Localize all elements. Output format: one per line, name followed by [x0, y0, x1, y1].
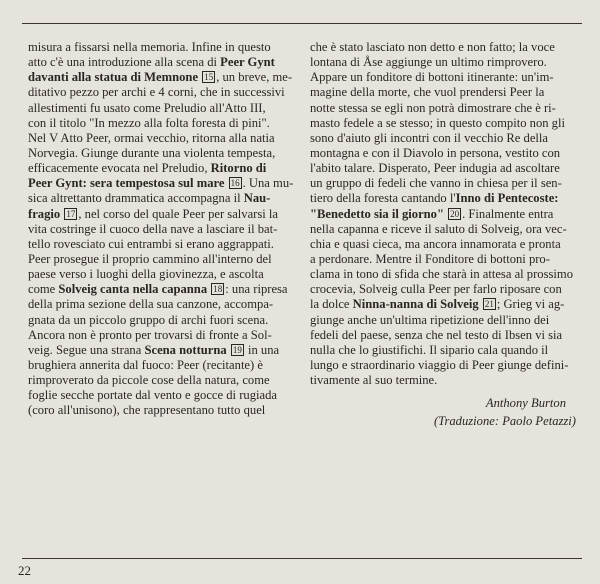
- text-line: [28, 161, 296, 176]
- track-number-box: 19: [232, 344, 242, 355]
- body-text: brughiera annerita dal fuoco: Peer (recitante) è: [28, 357, 263, 372]
- text-line: [310, 131, 582, 146]
- body-text: con il titolo "In mezzo alla folta foresta di pini".: [28, 115, 270, 130]
- body-text: , nel corso del quale Peer per salvarsi la: [78, 206, 279, 221]
- body-text: clama in tono di sfida che starà in attesa al prossimo: [310, 267, 573, 282]
- text-line: [28, 373, 296, 388]
- translation-credit: (Traduzione: Paolo Petazzi): [433, 414, 576, 429]
- text-line: [310, 313, 582, 328]
- body-text: fedeli del paese, senza che nel testo di Ibsen vi sia: [310, 327, 563, 342]
- page-number: 22: [18, 563, 31, 578]
- text-line: [310, 176, 582, 191]
- body-text: . Una mu-: [242, 176, 294, 191]
- body-text: (coro all'unisono), che rappresentano tutto quel: [28, 403, 266, 418]
- body-text: efficacemente evocata nel Preludio,: [28, 161, 211, 176]
- track-number-box: 18: [213, 284, 223, 295]
- body-text: [198, 70, 201, 84]
- text-line: [310, 222, 582, 237]
- body-text: [207, 282, 210, 296]
- author-signature: Anthony Burton: [485, 396, 566, 411]
- body-text: crocevia, Solveig culla Peer per farlo riposare con: [310, 282, 562, 297]
- body-text: [479, 297, 482, 311]
- body-text: l'abito talare. Disperato, Peer indugia ad ascoltare: [310, 161, 560, 176]
- text-line: [310, 297, 582, 312]
- body-text: lungo e straordinario viaggio di Peer giunge defini-: [310, 357, 569, 372]
- bold-title-text: Solveig canta nella capanna: [58, 282, 208, 297]
- text-line: [310, 267, 582, 282]
- track-number-box: 21: [484, 299, 494, 310]
- body-text: della prima sezione della sua canzone, accompa-: [28, 297, 274, 312]
- body-text: atto c'è una introduzione alla scena di: [28, 55, 221, 70]
- body-text: tiero della foresta cantando l': [310, 191, 456, 206]
- right-text-column: [310, 40, 582, 430]
- body-text: : una ripresa: [225, 282, 288, 297]
- text-line: [28, 40, 296, 55]
- bold-title-text: "Benedetto sia il giorno": [310, 206, 444, 221]
- bold-title-text: Peer Gynt: [220, 55, 275, 70]
- bold-title-text: Ritorno di: [210, 161, 267, 176]
- body-text: lontana di Åse aggiunge un ultimo rimprovero.: [310, 55, 547, 70]
- body-text: un gruppo di fedeli che vanno in chiesa per il sen-: [310, 176, 562, 191]
- text-line: [310, 40, 582, 55]
- body-text: che è stato lasciato non detto e non fatto; la voce: [310, 40, 555, 54]
- body-text: rimproverato da piccole cose della natura, come: [28, 373, 270, 388]
- body-text: veig. Segue una strana: [28, 342, 145, 357]
- text-line: [28, 101, 296, 116]
- text-line: [28, 237, 296, 252]
- text-line: [28, 207, 296, 222]
- body-text: magine della morte, che vuol prendersi Peer la: [310, 85, 545, 100]
- bold-title-text: Scena notturna: [144, 342, 227, 357]
- bold-title-text: Peer Gynt: sera tempestosa sul mare: [28, 176, 225, 191]
- text-line: [28, 191, 296, 206]
- body-text: [60, 207, 63, 221]
- body-text: paese verso i luoghi della giovinezza, e ascolta: [28, 267, 264, 282]
- body-text: Peer prosegue il proprio cammino all'interno del: [28, 251, 272, 266]
- text-line: [310, 207, 582, 222]
- track-number-box: 16: [230, 178, 240, 189]
- text-line: [28, 222, 296, 237]
- text-line: [310, 282, 582, 297]
- body-text: notte stessa se egli non potrà dimostrare che è ri-: [310, 100, 556, 115]
- body-text: vita costringe il cuoco della nave a lasciare il bat-: [28, 221, 278, 236]
- text-line: [28, 146, 296, 161]
- left-text-column: [28, 40, 296, 419]
- text-line: [28, 267, 296, 282]
- text-line: [28, 176, 296, 191]
- text-line: [28, 55, 296, 70]
- body-text: ; Grieg vi ag-: [496, 297, 565, 312]
- text-line: [28, 282, 296, 297]
- track-number-box: 20: [450, 208, 460, 219]
- right-paragraph: [310, 40, 582, 388]
- text-line: [310, 146, 582, 161]
- text-line: [310, 101, 582, 116]
- text-line: [310, 373, 582, 388]
- body-text: tello rovesciato cui entrambi si erano aggrappati.: [28, 236, 274, 251]
- body-text: foglie secche portate dal vento e gocce di rugiada: [28, 388, 277, 403]
- text-line: [28, 116, 296, 131]
- body-text: giunge anche un'ultima ripetizione dell'inno dei: [310, 312, 550, 327]
- body-text: tivamente al suo termine.: [310, 373, 438, 388]
- text-line: [28, 85, 296, 100]
- body-text: in una: [244, 342, 280, 357]
- bold-title-text: fragio: [28, 206, 61, 221]
- body-text: nella capanna e riceve il saluto di Solveig, ora vec-: [310, 221, 567, 236]
- bold-title-text: Inno di Pentecoste:: [455, 191, 559, 206]
- text-line: [28, 328, 296, 343]
- body-text: , un breve, me-: [216, 70, 293, 85]
- body-text: allestimenti fu usato come Preludio all'Atto III,: [28, 100, 266, 115]
- body-text: sica altrettanto drammatica accompagna il: [28, 191, 244, 206]
- body-text: Ancora non è pronto per trovarsi di fronte a Sol-: [28, 327, 272, 342]
- text-line: [310, 70, 582, 85]
- body-text: Appare un fonditore di bottoni itinerante: un'im-: [310, 70, 554, 85]
- body-text: nulla che lo giustifichi. Il sipario cala quando il: [310, 342, 549, 357]
- text-line: [28, 131, 296, 146]
- top-rule: [22, 23, 582, 24]
- body-text: sono d'aiuto gli incontri con il vecchio Re della: [310, 130, 548, 145]
- text-line: [310, 116, 582, 131]
- body-text: la dolce: [310, 297, 353, 312]
- body-text: masto fedele a se stesso; in questo compito non gli: [310, 115, 565, 130]
- bold-title-text: Ninna-nanna di Solveig: [352, 297, 479, 312]
- text-line: [28, 252, 296, 267]
- track-number-box: 15: [204, 72, 214, 83]
- body-text: ditativo pezzo per archi e 4 corni, che in successivi: [28, 85, 285, 100]
- track-number-box: 17: [66, 208, 76, 219]
- text-line: [310, 55, 582, 70]
- text-line: [310, 237, 582, 252]
- body-text: a perdonare. Mentre il Fonditore di bottoni pro-: [310, 251, 550, 266]
- body-text: gnata da un piccolo gruppo di archi fuori scena.: [28, 312, 269, 327]
- body-text: Nel V Atto Peer, ormai vecchio, ritorna alla natia: [28, 130, 275, 145]
- text-line: [28, 358, 296, 373]
- text-line: [310, 328, 582, 343]
- text-line: [310, 358, 582, 373]
- text-line: [28, 343, 296, 358]
- text-line: [28, 70, 296, 85]
- text-line: [28, 297, 296, 312]
- bold-title-text: davanti alla statua di Memnone: [28, 70, 199, 85]
- text-line: [310, 161, 582, 176]
- text-line: [310, 85, 582, 100]
- body-text: [227, 343, 230, 357]
- body-text: [224, 176, 227, 190]
- text-line: [310, 252, 582, 267]
- bottom-rule: [22, 558, 582, 559]
- bold-title-text: Nau-: [243, 191, 271, 206]
- body-text: misura a fissarsi nella memoria. Infine in questo: [28, 40, 271, 54]
- body-text: montagna e con il Diavolo in persona, vestito con: [310, 145, 561, 160]
- text-line: [28, 388, 296, 403]
- body-text: . Finalmente entra: [462, 206, 554, 221]
- body-text: come: [28, 282, 59, 297]
- text-line: [310, 191, 582, 206]
- text-line: [28, 403, 296, 418]
- text-line: [28, 313, 296, 328]
- body-text: chia e quasi cieca, ma ancora innamorata e pronta: [310, 236, 561, 251]
- body-text: Norvegia. Giunge durante una violenta tempesta,: [28, 145, 276, 160]
- text-line: [310, 343, 582, 358]
- body-text: [444, 207, 447, 221]
